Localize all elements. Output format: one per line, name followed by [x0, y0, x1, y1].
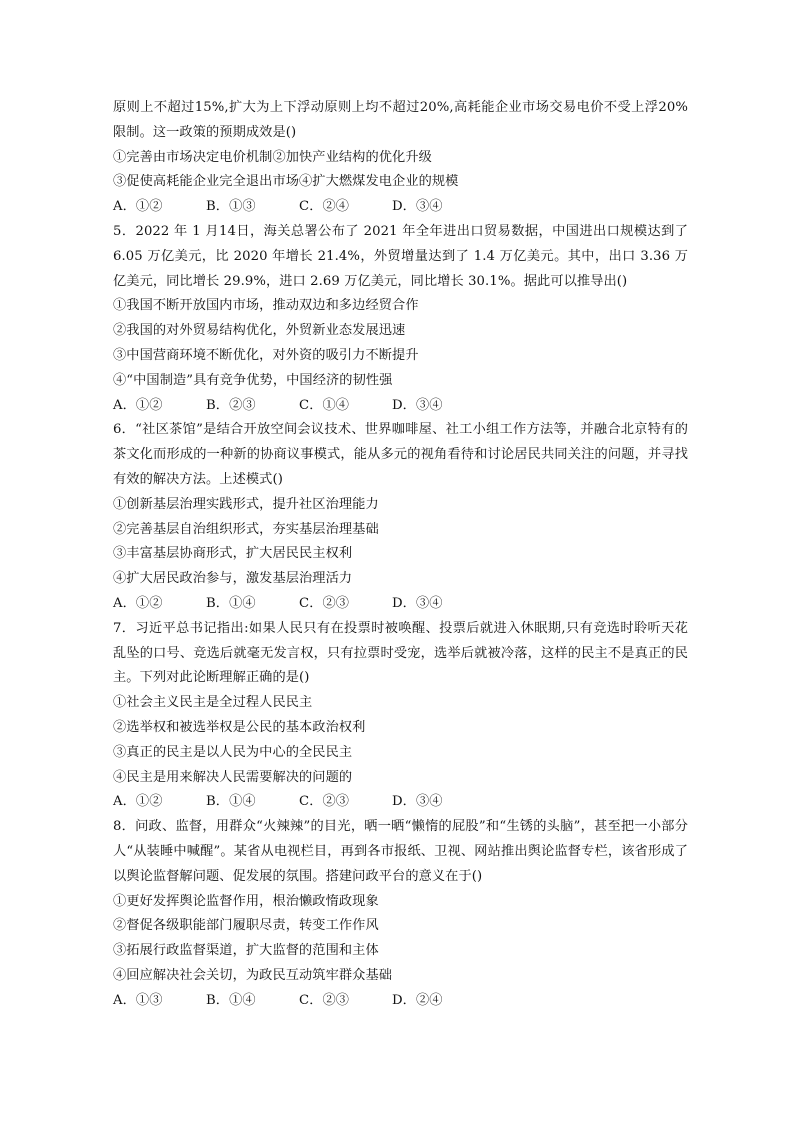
option-line: ②选举权和被选举权是公民的基本政治权利 — [113, 719, 366, 735]
option-line: ①社会主义民主是全过程人民民主 — [113, 695, 313, 711]
option-line: ①我国不断开放国内市场，推动双边和多边经贸合作 — [113, 298, 419, 314]
option-line: ②完善基层自治组织形式，夯实基层治理基础 — [113, 521, 379, 537]
choice-d[interactable]: D．③④ — [392, 794, 443, 810]
answer-choices — [113, 592, 688, 617]
choice-a[interactable]: A．①② — [113, 397, 163, 413]
option-line: ③拓展行政监督渠道，扩大监督的范围和主体 — [113, 943, 379, 959]
option-line: ③促使高耗能企业完全退出市场④扩大燃煤发电企业的规模 — [113, 174, 459, 190]
answer-choices — [113, 195, 688, 220]
choice-d[interactable]: D．②④ — [392, 992, 443, 1008]
option-line: ①创新基层治理实践形式，提升社区治理能力 — [113, 496, 379, 512]
option-line: ②我国的对外贸易结构优化，外贸新业态发展迅速 — [113, 323, 406, 339]
option-line: ④扩大居民政治参与，激发基层治理活力 — [113, 571, 353, 587]
choice-c[interactable]: C．②③ — [299, 794, 350, 810]
option-line: ①更好发挥舆论监督作用，根治懒政惰政现象 — [113, 893, 379, 909]
choice-c[interactable]: C．②④ — [299, 199, 350, 215]
answer-choices — [113, 989, 688, 1014]
option-line: ④民主是用来解决人民需要解决的问题的 — [113, 769, 353, 785]
question-stem: 6．“社区茶馆”是结合开放空间会议技术、世界咖啡屋、社工小组工作方法等，并融合北京特有的茶文化而形成的一种新的协商议事模式，能从多元的视角看待和讨论居民共同关注的问题，并寻找有效的解决方法。上述模式() — [113, 422, 688, 487]
question-5 — [113, 220, 688, 418]
choice-d[interactable]: D．③④ — [392, 595, 443, 611]
question-7 — [113, 617, 688, 815]
question-stem: 原则上不超过15%,扩大为上下浮动原则上均不超过20%,高耗能企业市场交易电价不受上浮20%限制。这一政策的预期成效是() — [113, 100, 688, 140]
option-line: ④“中国制造”具有竞争优势，中国经济的韧性强 — [113, 372, 393, 388]
choice-c[interactable]: C．①④ — [299, 397, 350, 413]
choice-d[interactable]: D．③④ — [392, 199, 443, 215]
choice-b[interactable]: B．①③ — [206, 199, 256, 215]
choice-c[interactable]: C．②③ — [299, 595, 350, 611]
choice-a[interactable]: A．①② — [113, 794, 163, 810]
question-4 — [113, 96, 688, 220]
option-line: ③真正的民主是以人民为中心的全民民主 — [113, 744, 353, 760]
choice-b[interactable]: B．①④ — [206, 992, 256, 1008]
choice-b[interactable]: B．②③ — [206, 397, 256, 413]
option-line: ①完善由市场决定电价机制②加快产业结构的优化升级 — [113, 149, 432, 165]
question-stem: 5．2022 年 1 月14日，海关总署公布了 2021 年全年进出口贸易数据，中国进出口规模达到了 6.05 万亿美元，比 2020 年增长 21.4%，外贸增量达到了 1.4 万亿美元。其中，出口 3.36 万亿美元，同比增长 29.9%，进口 2.69 万亿美元，同比增长 30.1%。据此可以推导出() — [113, 223, 688, 289]
question-8 — [113, 815, 688, 1013]
answer-choices — [113, 790, 688, 815]
question-stem: 8．问政、监督，用群众“火辣辣”的目光，晒一晒“懒惰的屁股”和“生锈的头脑”，甚至把一小部分人“从装睡中喊醒”。某省从电视栏目，再到各市报纸、卫视、网站推出舆论监督专栏，该省形成了以舆论监督解问题、促发展的氛围。搭建问政平台的意义在于() — [113, 819, 688, 884]
choice-a[interactable]: A．①③ — [113, 992, 163, 1008]
option-line: ③丰富基层协商形式，扩大居民民主权利 — [113, 546, 353, 562]
choice-a[interactable]: A．①② — [113, 595, 163, 611]
option-line: ④回应解决社会关切，为政民互动筑牢群众基础 — [113, 967, 393, 983]
choice-a[interactable]: A．①② — [113, 199, 163, 215]
question-6 — [113, 418, 688, 616]
choice-c[interactable]: C．②③ — [299, 992, 350, 1008]
option-line: ③中国营商环境不断优化，对外资的吸引力不断提升 — [113, 347, 419, 363]
question-stem: 7．习近平总书记指出:如果人民只有在投票时被唤醒、投票后就进入休眠期,只有竞选时聆听天花乱坠的口号、竞选后就毫无发言权，只有拉票时受宠，选举后就被冷落，这样的民主不是真正的民主。下列对此论断理解正确的是() — [113, 620, 688, 686]
option-line: ②督促各级职能部门履职尽责，转变工作作风 — [113, 918, 379, 934]
answer-choices — [113, 394, 688, 419]
choice-b[interactable]: B．①④ — [206, 794, 256, 810]
choice-b[interactable]: B．①④ — [206, 595, 256, 611]
choice-d[interactable]: D．③④ — [392, 397, 443, 413]
exam-page — [113, 96, 688, 1013]
